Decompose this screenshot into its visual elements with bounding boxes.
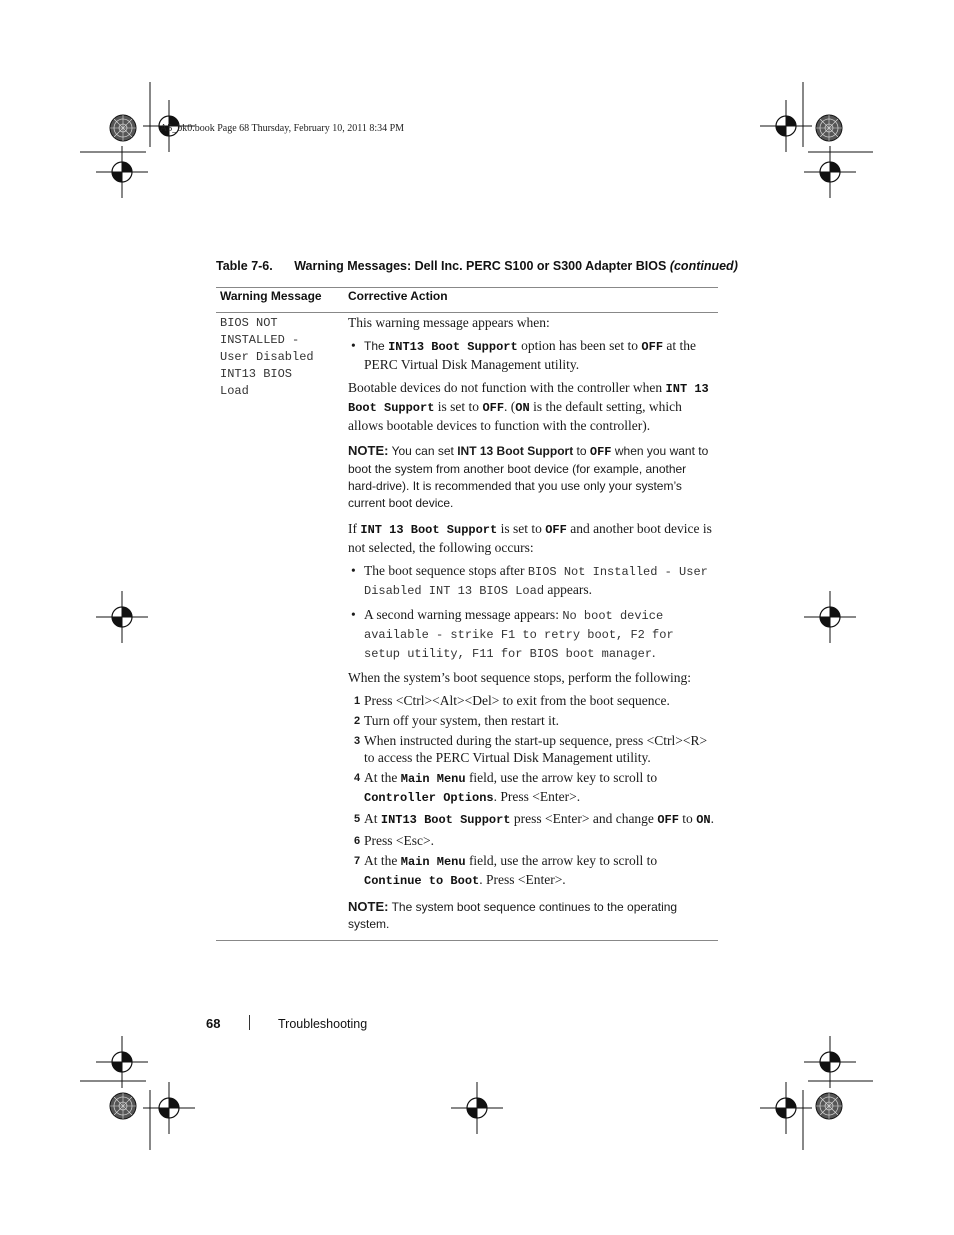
print-slug: A5_bk0.book Page 68 Thursday, February 10, 2011 8:34 PM <box>160 123 405 134</box>
footer-section-title: Troubleshooting <box>278 1017 368 1031</box>
list-item: • The INT13 Boot Support option has been set to OFF at the PERC Virtual Disk Management utility. <box>348 337 714 373</box>
perform-text: When the system’s boot sequence stops, perform the following: <box>348 670 692 685</box>
table-header-rule <box>216 312 718 313</box>
page-number: 68 <box>206 1016 221 1031</box>
occurrence-list <box>348 562 714 663</box>
note-label: NOTE: <box>348 443 389 458</box>
step-item: 1 Press <Ctrl><Alt><Del> to exit from the boot sequence. <box>354 693 670 708</box>
step-item: 2 Turn off your system, then restart it. <box>354 713 559 728</box>
warning-line: INT13 BIOS <box>220 367 293 381</box>
if-text: If INT 13 Boot Support is set to OFF and another boot device is not selected, the following occurs: <box>348 521 712 555</box>
note-2: NOTE: The system boot sequence continues to the operating system. <box>348 899 678 931</box>
step-item: 5 At INT13 Boot Support press <Enter> and change OFF to ON. <box>354 811 714 827</box>
step-item: 4 At the Main Menu field, use the arrow key to scroll to Controller Options. Press <Enter>. <box>354 770 658 805</box>
warning-message-cell <box>220 315 340 400</box>
table-continued: (continued) <box>669 259 738 273</box>
column-header-warning: Warning Message <box>220 289 322 303</box>
step-list <box>348 692 714 890</box>
warning-line: Load <box>220 384 249 398</box>
note-label: NOTE: <box>348 899 389 914</box>
table-number: Table 7-6. <box>216 259 273 273</box>
list-item: • The boot sequence stops after BIOS Not Installed - User Disabled INT 13 BIOS Load appears. <box>348 562 714 600</box>
table-title: Warning Messages: Dell Inc. PERC S100 or S300 Adapter BIOS <box>294 259 667 273</box>
column-header-action: Corrective Action <box>348 289 448 303</box>
warning-line: INSTALLED - <box>220 333 300 347</box>
step-item: 7 At the Main Menu field, use the arrow key to scroll to Continue to Boot. Press <Enter>. <box>354 853 658 888</box>
corrective-action-cell <box>348 314 714 941</box>
bootable-devices-text: Bootable devices do not function with the controller when INT 13 Boot Support is set to OFF. (ON is the default setting, which allows bootable devices to function with the controller). <box>348 380 709 433</box>
step-item: 6 Press <Esc>. <box>354 833 434 848</box>
table-top-rule <box>216 287 718 288</box>
condition-list <box>348 337 714 373</box>
table-bottom-rule <box>216 940 718 941</box>
warning-line: BIOS NOT <box>220 316 278 330</box>
list-item: • A second warning message appears: No boot device available - strike F1 to retry boot, F2 for setup utility, F11 for BIOS boot manager. <box>348 606 714 663</box>
warning-line: User Disabled <box>220 350 314 364</box>
note-1: NOTE: You can set INT 13 Boot Support to OFF when you want to boot the system from another boot device (for example, another hard-drive). It is recommended that you use only your system’s current boot device. <box>348 443 709 510</box>
step-item: 3 When instructed during the start-up sequence, press <Ctrl><R> to access the PERC Virtual Disk Management utility. <box>354 733 708 765</box>
table-caption <box>216 259 738 273</box>
intro-text: This warning message appears when: <box>348 315 550 330</box>
footer-separator <box>249 1015 250 1030</box>
